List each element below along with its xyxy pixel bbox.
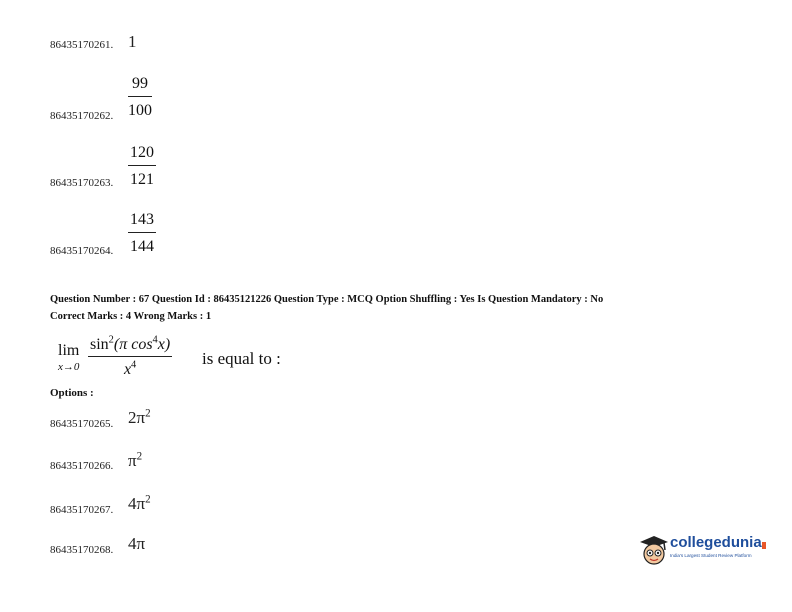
fraction-denominator: 121 (130, 171, 154, 188)
question-meta: Question Number : 67 Question Id : 86435121226 Question Type : MCQ Option Shuffling : Yes Is Question Mandatory : No (50, 294, 604, 305)
logo-accent (762, 542, 766, 549)
option-value: 4π (128, 534, 146, 553)
fraction-denominator: 144 (130, 238, 154, 255)
mascot-icon (636, 532, 672, 568)
fraction-numerator: 143 (128, 212, 156, 233)
option-value: $2\pi^2$ (128, 407, 151, 427)
question-denominator: $x^4$ (123, 359, 137, 378)
collegedunia-logo (636, 530, 786, 570)
option-number: 86435170267. (50, 504, 114, 516)
option-value: 1 (128, 32, 137, 51)
limit-subscript: x→0 (58, 361, 80, 373)
logo-wordmark: collegedunia (670, 534, 762, 551)
options-label: Options : (50, 387, 94, 399)
fraction-denominator: 100 (128, 102, 152, 119)
question-numerator: $\sin^2(\pi$ $\cos^4x$) (88, 336, 172, 357)
option-number: 86435170262. (50, 110, 114, 122)
question-marks: Correct Marks : 4 Wrong Marks : 1 (50, 311, 212, 322)
option-fraction (128, 145, 156, 188)
question-fraction (88, 336, 172, 379)
option-number: 86435170263. (50, 177, 114, 189)
option-value: $4\pi^2$ (128, 493, 151, 513)
question-tail: is equal to : (202, 349, 281, 368)
option-fraction (128, 212, 156, 255)
limit-operator (58, 342, 79, 360)
option-number: 86435170264. (50, 245, 114, 257)
option-value: $\pi^2$ (128, 450, 143, 470)
limit-label: lim (58, 342, 80, 359)
fraction-numerator: 120 (128, 145, 156, 166)
logo-tagline: India's Largest Student Review Platform (670, 553, 752, 558)
option-fraction (128, 76, 152, 119)
option-number: 86435170261. (50, 39, 114, 51)
option-number: 86435170268. (50, 544, 114, 556)
fraction-numerator: 99 (128, 76, 152, 97)
option-number: 86435170266. (50, 460, 114, 472)
option-number: 86435170265. (50, 418, 114, 430)
